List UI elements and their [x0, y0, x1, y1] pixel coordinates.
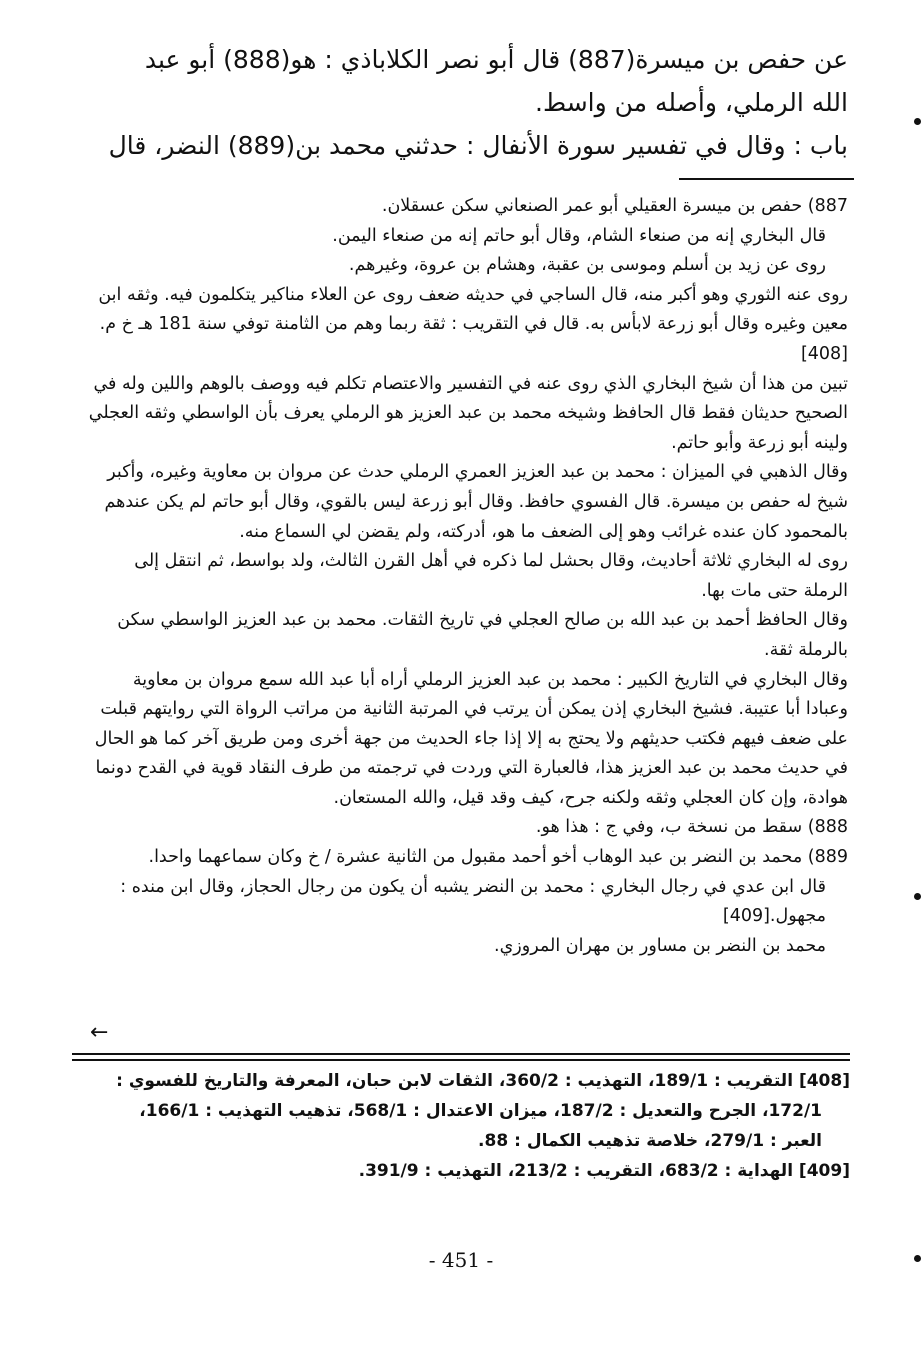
footnote-paragraph: روى عنه الثوري وهو أكبر منه، قال الساجي في حديثه ضعف روى عن العلاء مناكير يتكلمون فيه. وثقه ابن معين وغيره وقال أبو زرعة لابأس به. قال في التقريب : ثقة ربما وهم من الثامنة توفي سنة 181 هـ خ م.[408]	[98, 284, 848, 364]
footnote-heading: 889) محمد بن النضر بن عبد الوهاب أخو أحمد مقبول من الثانية عشرة / خ وكان سماعهما واحدا.	[148, 847, 848, 868]
main-text-line: باب : وقال في تفسير سورة الأنفال : حدثني محمد بن(889) النضر، قال	[108, 131, 848, 160]
reference-line: [408] التقريب : 189/1، التهذيب : 360/2، الثقات لابن حبان، المعرفة والتاريخ للفسوي :	[116, 1071, 850, 1091]
footnote-paragraph: روى عن زيد بن أسلم وموسى بن عقبة، وهشام بن عروة، وغيرهم.	[348, 255, 826, 276]
footnote-paragraph: وقال البخاري في التاريخ الكبير : محمد بن عبد العزيز الرملي أراه أبا عبد الله سمع مروان بن معاوية وعبادا أبا عتيبة. فشيخ البخاري إذن يمكن أن يرتب في المرتبة الثانية من مراتب الرواة التي روايتهم قبلت على ضعف فيهم فكتب حديثهم ولا يحتج به إلا إذا جاء الحديث من جهة أخرى ومن طريق آخر كما هو الحال في حديث محمد بن عبد العزيز هذا، فالعبارة التي وردت في ترجمته من طرف النقاد قوية في القدح دونما هوادة، وإن كان العجلي وثقه ولكنه جرح، كيف وقد قيل، والله المستعان.	[94, 669, 848, 808]
footnote-888	[86, 813, 848, 843]
reference-line: 172/1، الجرح والتعديل : 187/2، ميزان الاعتدال : 568/1، تذهيب التهذيب : 166/1،	[139, 1101, 822, 1121]
main-text-line: الله الرملي، وأصله من واسط.	[535, 88, 848, 117]
scan-dot-icon	[914, 1255, 921, 1262]
footnote-paragraph: قال البخاري إنه من صنعاء الشام، وقال أبو حاتم إنه من صنعاء اليمن.	[332, 225, 826, 246]
footnote-889	[86, 843, 848, 961]
main-text-block	[78, 38, 848, 167]
references	[74, 1066, 850, 1186]
footnote-paragraph: محمد بن النضر بن مساور بن مهران المروزي.	[494, 935, 826, 956]
footnote-heading: 887) حفص بن ميسرة العقيلي أبو عمر الصنعاني سكن عسقلان.	[381, 196, 848, 216]
footnote-887	[86, 192, 848, 813]
main-text-line: عن حفص بن ميسرة(887) قال أبو نصر الكلاباذي : هو(888) أبو عبد	[144, 45, 848, 74]
footnote-heading: 888) سقط من نسخة ب، وفي ج : هذا هو.	[535, 817, 848, 838]
references-separator	[72, 1053, 850, 1061]
continuation-arrow-icon: ←	[90, 1020, 109, 1045]
scan-dot-icon	[914, 893, 921, 900]
scan-dot-icon	[914, 118, 921, 125]
footnote-paragraph: تبين من هذا أن شيخ البخاري الذي روى عنه في التفسير والاعتصام تكلم فيه ووصف بالوهم واللين وله في الصحيح حديثان فقط قال الحافظ وشيخه محمد بن عبد العزيز هو الرملي يعرف بأن الواسطي وثقه العجلي ولينه أبو زرعة وأبو حاتم.	[88, 373, 848, 453]
footnote-separator	[679, 178, 854, 180]
footnote-paragraph: وقال الذهبي في الميزان : محمد بن عبد العزيز العمري الرملي حدث عن مروان بن معاوية وغيره، وأكبر شيخ له حفص بن ميسرة. قال الفسوي حافظ. وقال أبو زرعة ليس بالقوي، وقال أبو حاتم لم يكن عندهم بالمحمود كان عنده غرائب وهو إلى الضعف ما هو، أدركته، ولم يقضن لي السماع منه.	[104, 462, 848, 542]
footnote-paragraph: وقال الحافظ أحمد بن عبد الله بن صالح العجلي في تاريخ الثقات. محمد بن عبد العزيز الواسطي سكن بالرملة ثقة.	[117, 610, 848, 660]
reference-line: العبر : 279/1، خلاصة تذهيب الكمال : 88.	[478, 1131, 822, 1151]
footnotes	[86, 192, 848, 961]
reference-line: [409] الهداية : 683/2، التقريب : 213/2، التهذيب : 391/9.	[358, 1161, 850, 1181]
page-number: - 451 -	[428, 1248, 494, 1272]
footnote-paragraph: روى له البخاري ثلاثة أحاديث، وقال بحشل لما ذكره في أهل القرن الثالث، ولد بواسط، ثم انتقل إلى الرملة حتى مات بها.	[134, 551, 848, 601]
footnote-paragraph: قال ابن عدي في رجال البخاري : محمد بن النضر يشبه أن يكون من رجال الحجاز، وقال ابن منده : مجهول.[409]	[120, 876, 826, 927]
